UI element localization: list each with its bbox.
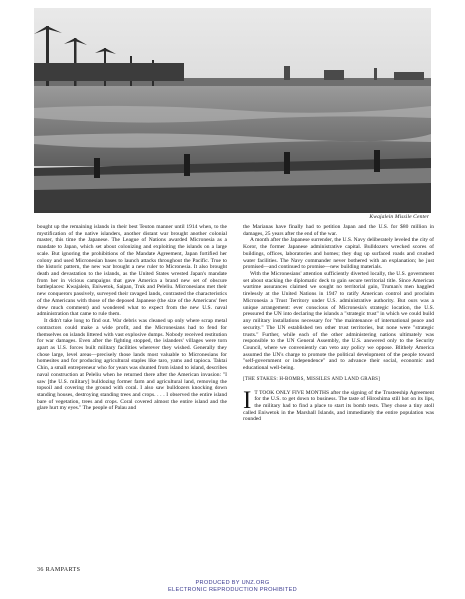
left-paragraph-2: It didn't take long to find out. War debris was cleaned up only where scrap metal contractors could make a wide profit, and the Micronesians had to fend for themselves on islands littered with vast explosive dumps. Nobody received restitution for war damages. Even after the fighting stopped, the islanders' villages were torn apart as U.S. forces built military facilities wherever they wished. Generally they chose large, level areas—precisely those lands most valuable to Micronesians for homesites and for producing agricultural staples like taro, yams and tapioca. Taktai Chin, a small entrepreneur who for years was shunted from island to island, describes naval construction at Peleliu when he returned there after the American invasion: "I saw [the U.S. military] bulldozing former farm and agricultural land, removing the topsoil and covering the ground with coral. I also saw bulldozers knocking down standing houses, destroying standing trees and crops. . . . I observed the entire island bare of vegetation, trees and crops. Coral covered almost the entire island and the glare hurt my eyes." The people of Palau and [37, 318, 227, 412]
photo-scene [34, 8, 431, 213]
right-column [243, 224, 434, 423]
watermark-line-1: PRODUCED BY UNZ.ORG [195, 580, 270, 586]
watermark-line-2: ELECTRONIC REPRODUCTION PROHIBITED [168, 587, 297, 593]
left-column [37, 224, 227, 412]
right-paragraph-1: the Marianas have finally had to petition Japan and the U.S. for $80 million in damages, 25 years after the end of the war. [243, 224, 434, 237]
drop-cap: I [243, 386, 252, 414]
page-footer: 36 RAMPARTS [37, 567, 81, 573]
section-heading: [THE STAKES: H-BOMBS, MISSILES AND LAND GRABS] [243, 376, 381, 382]
section-paragraph [243, 386, 434, 424]
kwajalein-photo [34, 8, 431, 213]
section-paragraph-text: T TOOK ONLY FIVE MONTHS after the signing of the Trusteeship Agreement for the U.S. to get down to business. The taste of Hiroshima still hot on its lips, the military had to find a place to start its bomb tests. They chose a tiny atoll called Eniwetok in the Marshall Islands, and immediately the entire population was rounded [243, 389, 434, 423]
right-paragraph-2: A month after the Japanese surrender, the U.S. Navy deliberately leveled the city of Koror, the former Japanese administrative capital. Bulldozers wrecked scores of buildings, offices, laboratories and homes; they dug up surfaced roads and crushed water facilities. The Navy commander never bothered with an explanation; he just promised—and continued to promise—new building materials. [243, 237, 434, 271]
left-paragraph-1: bought up the remaining islands in their best Teuton manner until 1914 when, to the mystification of the native islanders, another distant war brought another colonial master, this time the Japanese. The League of Nations awarded Micronesia as a mandate to Japan, which set about colonizing and exploiting the islands on a large scale. But ignoring the prohibitions of the Mandate Agreement, Japan fortified her colony and used Micronesian bases to launch attacks throughout the Pacific. True to the historic pattern, the new war brought a new ruler to Micronesia. It also brought death and devastation to the islands, as the United States wrested Japan's mandate from her in vicious campaigns that gave America a brand new set of obscure battleplaces: Kwajalein, Eniwetok, Saipan, Truk and Peleliu. Micronesians met their new conquerors passively, surveyed their ravaged lands, contrasted the characteristics of the Americans with those of the deposed Japanese (the size of the Americans' feet drew much comment) and wondered what to expect from the new U.S. naval administration that came to rule them. [37, 224, 227, 318]
right-paragraph-3: With the Micronesians' attention sufficiently diverted locally, the U.S. government set about stacking the diplomatic deck to gain secure territorial title. Since American wartime assurances claimed we sought no territorial gain, Truman's men haggled tirelessly at the United Nations in 1947 to ratify American control and proclaim Micronesia a Trust Territory under U.S. administrative authority. But ours was a unique arrangement: ever conscious of Micronesia's strategic location, the U.S. pressured the UN into declaring the islands a "strategic trust" in which we could build any military installations necessary for "the maintenance of international peace and security." The UN established ten other trust territories, but none were "strategic trusts." Further, while each of the other administering nations ultimately was responsible to the UN General Assembly, the U.S. answered only to the Security Council, where we conveniently can veto any policy we oppose. Blithely America assumed the UN's charge to promote the political development of the people toward "self-government or independence" and to advance their social, economic and educational well-being. [243, 271, 434, 372]
photo-caption: Kwajalein Missile Center [369, 214, 429, 220]
